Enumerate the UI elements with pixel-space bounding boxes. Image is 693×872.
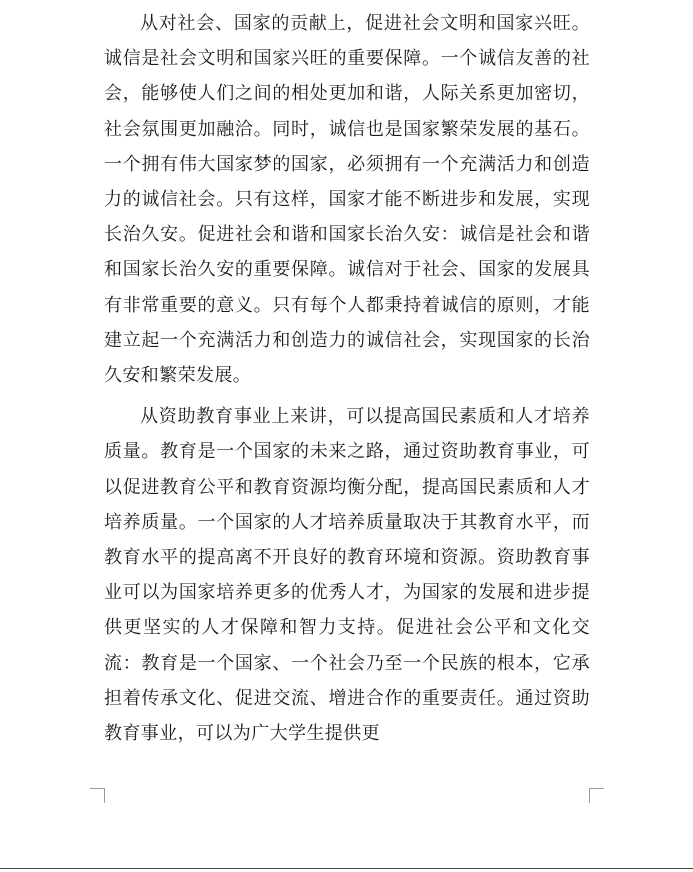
- paragraph-social-contribution: 从对社会、国家的贡献上，促进社会文明和国家兴旺。诚信是社会文明和国家兴旺的重要保障。一个诚信友善的社会，能够使人们之间的相处更加和谐，人际关系更加密切，社会氛围更加融洽。同时，诚信也是国家繁荣发展的基石。一个拥有伟大国家梦的国家，必须拥有一个充满活力和创造力的诚信社会。只有这样，国家才能不断进步和发展，实现长治久安。促进社会和谐和国家长治久安：诚信是社会和谐和国家长治久安的重要保障。诚信对于社会、国家的发展具有非常重要的意义。只有每个人都秉持着诚信的原则，才能建立起一个充满活力和创造力的诚信社会，实现国家的长治久安和繁荣发展。: [104, 13, 590, 387]
- paragraph-education-funding: 从资助教育事业上来讲，可以提高国民素质和人才培养质量。教育是一个国家的未来之路，通过资助教育事业，可以促进教育公平和教育资源均衡分配，提高国民素质和人才培养质量。一个国家的人才培养质量取决于其教育水平，而教育水平的提高离不开良好的教育环境和资源。资助教育事业可以为国家培养更多的优秀人才，为国家的发展和进步提供更坚实的人才保障和智力支持。促进社会公平和文化交流：教育是一个国家、一个社会乃至一个民族的根本，它承担着传承文化、促进交流、增进合作的重要责任。通过资助教育事业，可以为广大学生提供更: [104, 406, 590, 745]
- margin-corner-mark-right: [589, 788, 604, 803]
- margin-corner-mark-left: [90, 788, 105, 803]
- page-bottom-divider: [0, 868, 693, 869]
- document-body: [104, 0, 590, 751]
